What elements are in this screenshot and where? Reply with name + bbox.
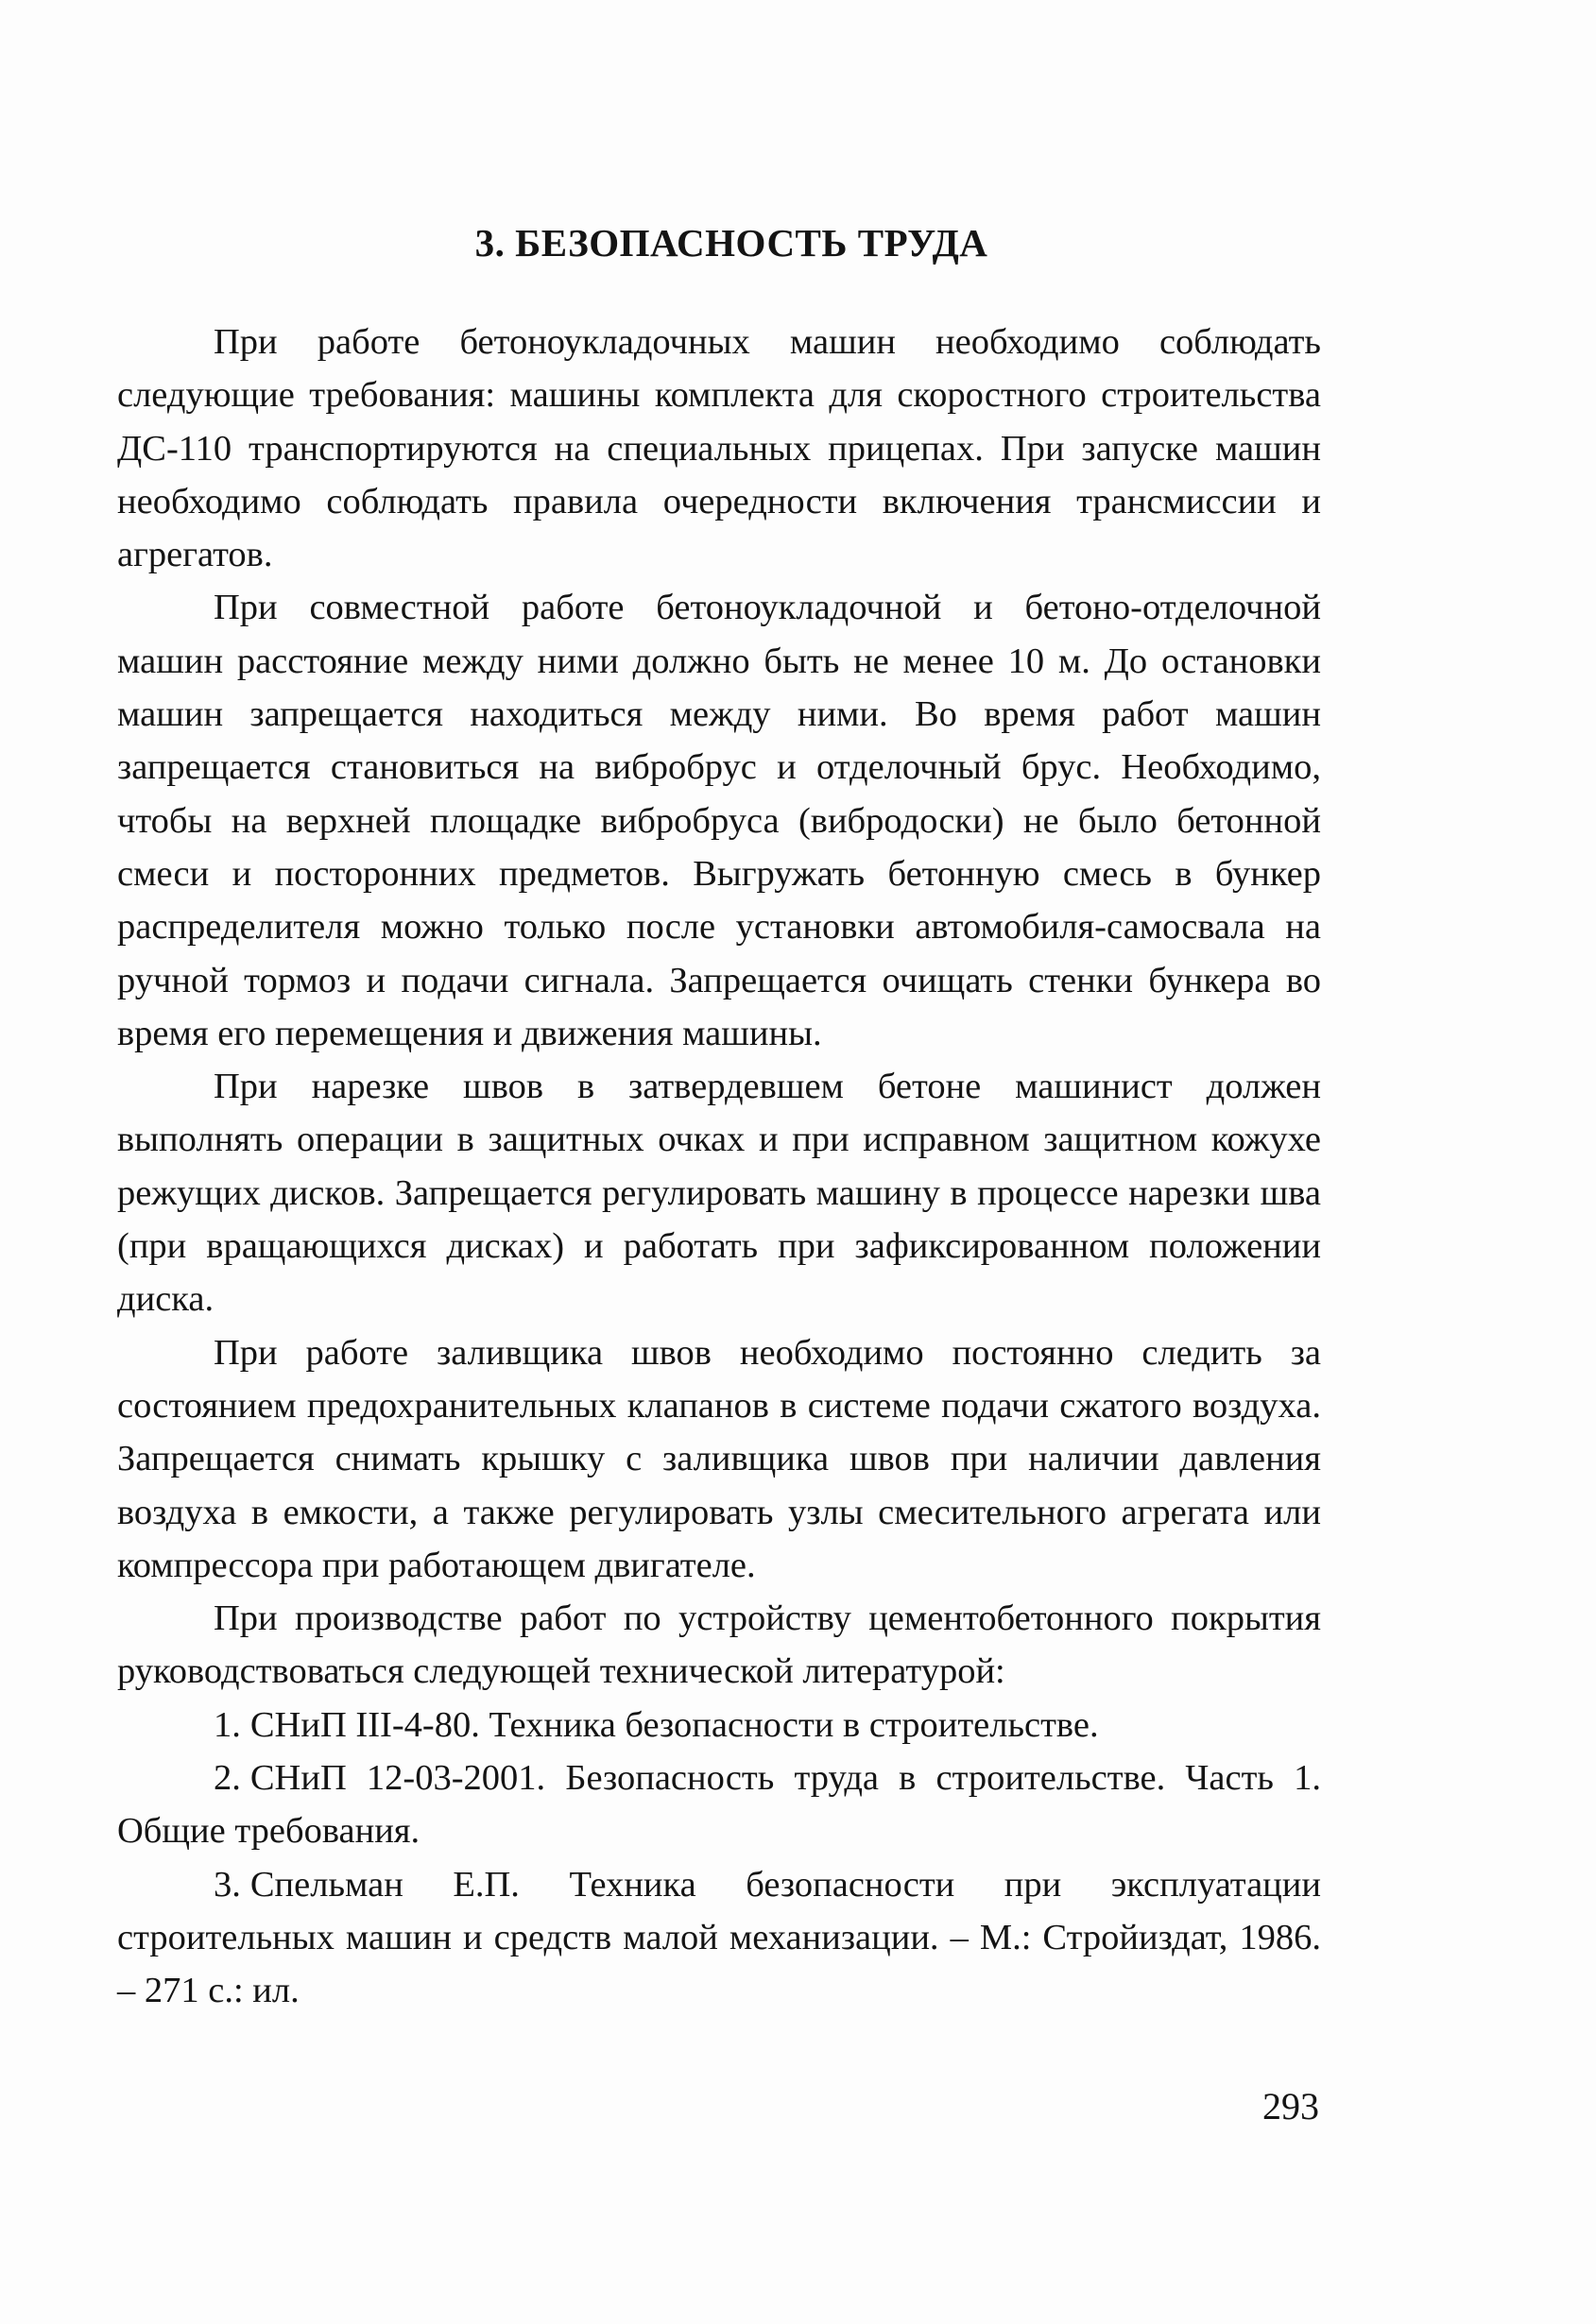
paragraph-joint-operation: При совместной работе бетоноукладочной и бетоно-отделочной машин расстояние между ними должно быть не менее 10 м. До остановки машин запрещается находиться между ними. Во время работ машин запрещается становиться на вибробрус и отделочный брус. Необходимо, чтобы на верхней площадке вибробруса (вибродоски) не было бетонной смеси и посторонних предметов. Выгружать бетонную смесь в бункер распределителя можно только после установки автомобиля-самосвала на ручной тормоз и подачи сигнала. Запрещается очищать стенки бункера во время его перемещения и движения машины. — [117, 588, 1321, 1053]
reference-text: Спельман Е.П. Техника безопасности при эксплуатации строительных машин и средств малой механизации. – М.: Стройиздат, 1986. – 271 с.: ил. — [117, 1864, 1321, 2011]
reference-item — [117, 1858, 1321, 2018]
paragraph-machine-requirements: При работе бетоноукладочных машин необходимо соблюдать следующие требования: машины комплекта для скоростного строительства ДС-110 транспортируются на специальных прицепах. При запуске машин необходимо соблюдать правила очередности включения трансмиссии и агрегатов. — [117, 322, 1321, 575]
reference-number: 3. — [214, 1864, 241, 1905]
paragraph-joint-cutting: При нарезке швов в затвердевшем бетоне машинист должен выполнять операции в защитных очках и при исправном защитном кожухе режущих дисков. Запрещается регулировать машину в процессе нарезки шва (при вращающихся дисках) и работать при зафиксированном положении диска. — [117, 1067, 1321, 1320]
section-title: 3. БЕЗОПАСНОСТЬ ТРУДА — [474, 221, 988, 265]
paragraph-literature-intro: При производстве работ по устройству цементобетонного покрытия руководствоваться следующей технической литературой: — [117, 1598, 1321, 1692]
reference-text: СНиП 12-03-2001. Безопасность труда в строительстве. Часть 1. Общие требования. — [117, 1758, 1321, 1852]
reference-item — [117, 1752, 1321, 1858]
paragraph-joint-filler: При работе заливщика швов необходимо постоянно следить за состоянием предохранительных клапанов в системе подачи сжатого воздуха. Запрещается снимать крышку с заливщика швов при наличии давления воздуха в емкости, а также регулировать узлы смесительного агрегата или компрессора при работающем двигателе. — [117, 1332, 1321, 1585]
reference-number: 1. — [214, 1704, 241, 1745]
page-number: 293 — [1262, 2085, 1319, 2127]
page-text-block — [117, 219, 1321, 2018]
reference-number: 2. — [214, 1758, 241, 1799]
reference-text: СНиП III-4-80. Техника безопасности в строительстве. — [249, 1704, 1099, 1745]
reference-item — [117, 1699, 1321, 1752]
